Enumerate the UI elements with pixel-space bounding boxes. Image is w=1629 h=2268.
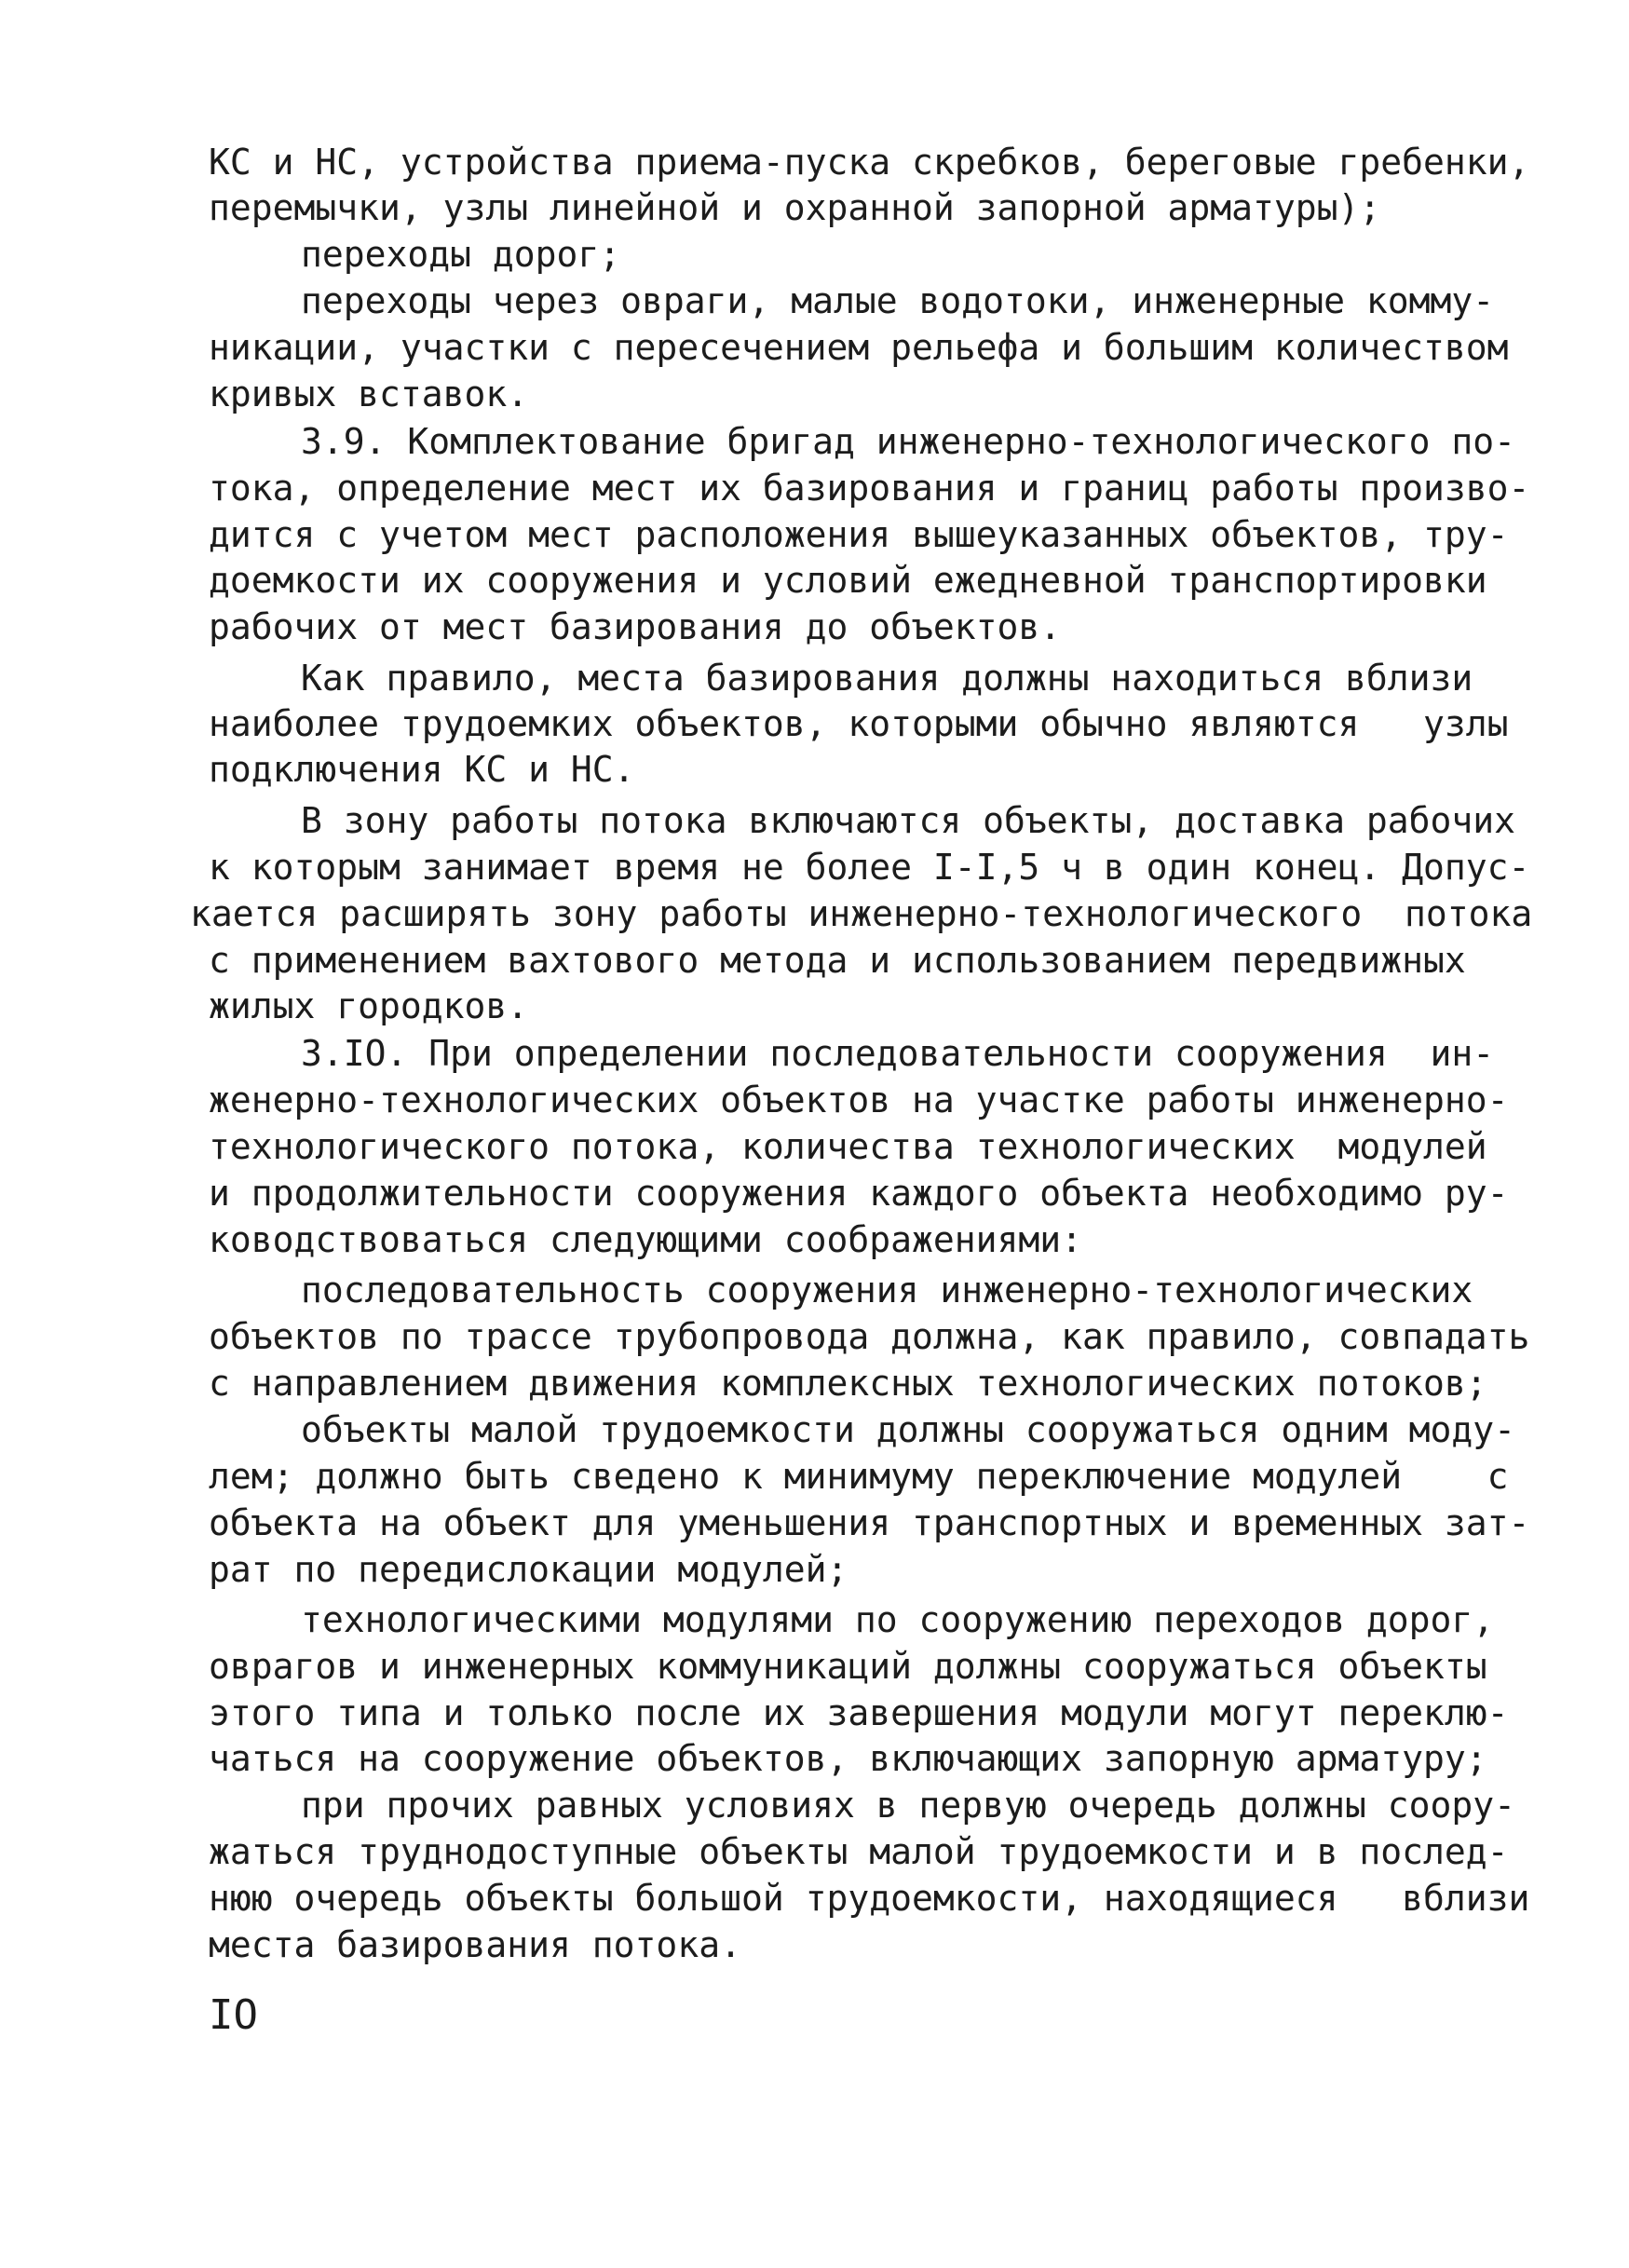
text-line: и продолжительности сооружения каждого объекта необходимо ру-	[209, 1173, 1509, 1214]
text-line: женерно-технологических объектов на участке работы инженерно-	[209, 1080, 1509, 1120]
text-line: тока, определение мест их базирования и границ работы произво-	[209, 468, 1530, 509]
text-line: технологическими модулями по сооружению переходов дорог,	[301, 1599, 1495, 1640]
text-line: 3.IO. При определении последовательности сооружения ин-	[301, 1033, 1495, 1074]
text-line: КС и НС, устройства приема-пуска скребков, береговые гребенки,	[209, 142, 1530, 183]
text-line: объекта на объект для уменьшения транспортных и временных зат-	[209, 1502, 1530, 1543]
page-number: IO	[209, 1991, 258, 2039]
text-line: ководствоваться следующими соображениями:	[209, 1219, 1082, 1260]
text-line: переходы через овраги, малые водотоки, инженерные комму-	[301, 280, 1495, 321]
text-line: Как правило, места базирования должны находиться вблизи	[301, 658, 1473, 699]
text-line: последовательность сооружения инженерно-технологических	[301, 1270, 1473, 1311]
text-line: объектов по трассе трубопровода должна, как правило, совпадать	[209, 1316, 1530, 1357]
text-line: никации, участки с пересечением рельефа и большим количеством	[209, 327, 1509, 368]
text-line: перемычки, узлы линейной и охранной запорной арматуры);	[209, 187, 1381, 228]
text-line: рабочих от мест базирования до объектов.	[209, 606, 1062, 647]
text-line: кается расширять зону работы инженерно-технологического потока	[190, 893, 1533, 934]
text-line: жаться труднодоступные объекты малой трудоемкости и в послед-	[209, 1831, 1509, 1872]
text-line: технологического потока, количества технологических модулей	[209, 1126, 1487, 1167]
text-line: наиболее трудоемких объектов, которыми обычно являются узлы	[209, 703, 1509, 744]
text-line: переходы дорог;	[301, 234, 621, 275]
text-line: лем; должно быть сведено к минимуму переключение модулей с	[209, 1456, 1509, 1497]
text-line: рат по передислокации модулей;	[209, 1549, 848, 1590]
text-line: оврагов и инженерных коммуникаций должны сооружаться объекты	[209, 1646, 1487, 1687]
text-line: кривых вставок.	[209, 373, 529, 414]
text-line: места базирования потока.	[209, 1924, 741, 1965]
text-line: подключения КС и НС.	[209, 749, 635, 790]
text-line: с применением вахтового метода и использованием передвижных	[209, 940, 1466, 981]
text-line: В зону работы потока включаются объекты, доставка рабочих	[301, 800, 1516, 841]
text-line: объекты малой трудоемкости должны сооружаться одним моду-	[301, 1409, 1516, 1450]
text-line: нюю очередь объекты большой трудоемкости, находящиеся вблизи	[209, 1878, 1530, 1919]
text-line: доемкости их сооружения и условий ежедневной транспортировки	[209, 560, 1487, 601]
text-line: с направлением движения комплексных технологических потоков;	[209, 1363, 1487, 1404]
text-line: чаться на сооружение объектов, включающих запорную арматуру;	[209, 1738, 1487, 1779]
text-line: жилых городков.	[209, 985, 529, 1026]
text-line: 3.9. Комплектование бригад инженерно-технологического по-	[301, 421, 1516, 462]
text-line: при прочих равных условиях в первую очередь должны соору-	[301, 1785, 1516, 1826]
text-line: дится с учетом мест расположения вышеуказанных объектов, тру-	[209, 514, 1509, 555]
text-line: этого типа и только после их завершения модули могут переклю-	[209, 1692, 1509, 1733]
text-line: к которым занимает время не более I-I,5 ч в один конец. Допус-	[209, 847, 1530, 888]
